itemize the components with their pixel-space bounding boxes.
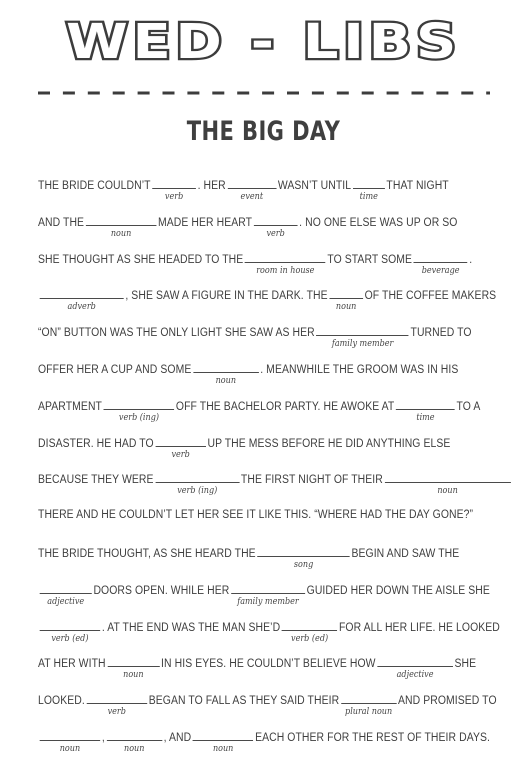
blank-hint-label: noun xyxy=(212,742,234,754)
fill-in-blank[interactable] xyxy=(193,728,253,754)
story-text: THAT NIGHT xyxy=(386,178,449,192)
blank-hint-label: noun xyxy=(335,301,357,313)
story-line xyxy=(38,544,487,581)
story-text: . MEANWHILE THE GROOM WAS IN HIS xyxy=(260,361,459,376)
story-text: AND THE xyxy=(38,214,85,229)
story-line xyxy=(38,691,497,728)
blank-hint-label: noun xyxy=(110,227,132,239)
story-text: APARTMENT xyxy=(38,398,102,413)
blank-hint-label: noun xyxy=(215,374,237,386)
story-text: BEGAN TO FALL AS THEY SAID THEIR xyxy=(148,693,340,708)
blank-hint-label: verb (ing) xyxy=(177,485,218,497)
fill-in-blank[interactable] xyxy=(155,434,205,460)
fill-in-blank[interactable] xyxy=(341,691,396,718)
subtitle: THE BIG DAY xyxy=(186,116,341,147)
story-line xyxy=(38,286,497,323)
fill-in-blank[interactable] xyxy=(353,176,385,202)
fill-in-blank[interactable] xyxy=(257,544,349,570)
fill-in-blank[interactable] xyxy=(193,360,259,386)
story-text: OFF THE BACHELOR PARTY. HE AWOKE AT xyxy=(175,398,395,413)
story-text: , AND xyxy=(163,729,192,744)
story-line xyxy=(38,434,487,471)
blank-hint-label: verb xyxy=(164,191,184,202)
blank-hint-label: verb (ed) xyxy=(291,632,329,644)
story-line xyxy=(38,654,487,691)
fill-in-blank[interactable] xyxy=(106,728,161,754)
story-text: . AT THE END WAS THE MAN SHE’D xyxy=(101,619,281,634)
story-text: THE FIRST NIGHT OF THEIR xyxy=(240,472,383,487)
story-line xyxy=(38,728,490,765)
story-text: AND PROMISED TO xyxy=(398,693,497,708)
blank-hint-label: verb (ed) xyxy=(51,632,89,644)
story-text: UP THE MESS BEFORE HE DID ANYTHING ELSE xyxy=(207,435,451,450)
fill-in-blank[interactable] xyxy=(152,176,196,202)
story-text: TO A xyxy=(456,398,481,413)
story-text: EACH OTHER FOR THE REST OF THEIR DAYS. xyxy=(255,729,490,744)
blank-hint-label: adjective xyxy=(47,595,85,607)
blank-hint-label: family member xyxy=(237,595,299,607)
story-line xyxy=(38,323,487,360)
fill-in-blank[interactable] xyxy=(86,213,157,239)
blank-hint-label: noun xyxy=(123,669,144,681)
fill-in-blank[interactable] xyxy=(87,691,147,718)
story-line xyxy=(38,213,487,250)
story-line xyxy=(38,176,487,213)
fill-in-blank[interactable] xyxy=(40,618,100,644)
fill-in-blank[interactable] xyxy=(377,654,453,681)
story-text: WASN’T UNTIL xyxy=(277,178,352,192)
story-text: . NO ONE ELSE WAS UP OR SO xyxy=(299,214,458,229)
fill-in-blank[interactable] xyxy=(40,286,124,313)
blank-hint-label: beverage xyxy=(421,264,460,276)
fill-in-blank[interactable] xyxy=(396,397,455,423)
blank-hint-label: family member xyxy=(331,338,394,350)
blank-hint-label: time xyxy=(359,191,378,202)
story-text: , SHE SAW A FIGURE IN THE DARK. THE xyxy=(125,288,328,303)
blank-hint-label: room in house xyxy=(256,264,315,276)
story-text: GUIDED HER DOWN THE AISLE SHE xyxy=(306,582,490,597)
story-text: TURNED TO xyxy=(410,325,472,340)
fill-in-blank[interactable] xyxy=(282,618,337,644)
fill-in-blank[interactable] xyxy=(316,323,408,350)
blank-hint-label: noun xyxy=(59,742,81,754)
blank-hint-label: verb xyxy=(266,227,285,239)
story-line xyxy=(38,581,490,618)
blank-hint-label: noun xyxy=(124,742,145,754)
fill-in-blank[interactable] xyxy=(254,213,298,239)
story-text: DISASTER. HE HAD TO xyxy=(38,435,154,450)
dashed-divider xyxy=(38,91,490,95)
blank-hint-label: noun xyxy=(437,485,458,497)
story-text: FOR ALL HER LIFE. HE LOOKED xyxy=(338,619,500,634)
story-text: . xyxy=(469,251,473,266)
story-text: , xyxy=(101,729,105,744)
fill-in-blank[interactable] xyxy=(107,654,159,681)
story-text: BECAUSE THEY WERE xyxy=(38,472,154,487)
blank-hint-label: adverb xyxy=(67,301,96,313)
story-line xyxy=(38,618,500,655)
blank-hint-label: adjective xyxy=(396,669,434,681)
fill-in-blank[interactable] xyxy=(245,250,326,276)
story-line xyxy=(38,360,487,397)
fill-in-blank[interactable] xyxy=(329,286,363,313)
story-text: TO START SOME xyxy=(327,251,413,266)
fill-in-blank[interactable] xyxy=(231,581,305,607)
fill-in-blank[interactable] xyxy=(155,470,239,497)
blank-hint-label: verb xyxy=(107,706,126,718)
story-line xyxy=(38,250,487,287)
story-text: OFFER HER A CUP AND SOME xyxy=(38,361,192,376)
story-lines xyxy=(38,176,500,765)
story-text: AT HER WITH xyxy=(38,656,106,671)
story-text: THE BRIDE THOUGHT, AS SHE HEARD THE xyxy=(38,545,256,560)
blank-hint-label: time xyxy=(416,411,435,423)
story-line xyxy=(38,507,487,544)
story-text: IN HIS EYES. HE COULDN’T BELIEVE HOW xyxy=(161,656,376,671)
blank-hint-label: verb xyxy=(171,448,190,460)
fill-in-blank[interactable] xyxy=(227,176,276,202)
story-line xyxy=(38,470,487,507)
fill-in-blank[interactable] xyxy=(385,470,511,497)
story-text: BEGIN AND SAW THE xyxy=(351,545,460,560)
main-title-text: WED - LIBS xyxy=(66,14,461,70)
blank-hint-label: verb (ing) xyxy=(118,411,159,423)
story-text: THERE AND HE COULDN’T LET HER SEE IT LIKE THIS. “WHERE HAD THE DAY GONE?” xyxy=(38,507,474,522)
fill-in-blank[interactable] xyxy=(40,728,100,754)
blank-hint-label: song xyxy=(293,558,314,570)
main-title-graphic xyxy=(0,8,527,72)
story-text: MADE HER HEART xyxy=(158,214,253,229)
story-line xyxy=(38,397,487,434)
story-text: OF THE COFFEE MAKERS xyxy=(364,288,497,303)
story-text: DOORS OPEN. WHILE HER xyxy=(93,582,230,597)
blank-hint-label: plural noun xyxy=(345,706,393,718)
story-text: THE BRIDE COULDN’T xyxy=(38,178,151,192)
main-title xyxy=(0,8,527,72)
fill-in-blank[interactable] xyxy=(414,250,468,276)
story-text: SHE xyxy=(454,656,477,671)
story-text: . HER xyxy=(197,178,226,192)
fill-in-blank[interactable] xyxy=(104,397,175,423)
blank-hint-label: event xyxy=(240,191,264,202)
story-text: SHE THOUGHT AS SHE HEADED TO THE xyxy=(38,251,244,266)
story-text: “ON” BUTTON WAS THE ONLY LIGHT SHE SAW AS HER xyxy=(38,325,315,340)
story-text: LOOKED. xyxy=(38,693,85,708)
fill-in-blank[interactable] xyxy=(40,581,92,607)
